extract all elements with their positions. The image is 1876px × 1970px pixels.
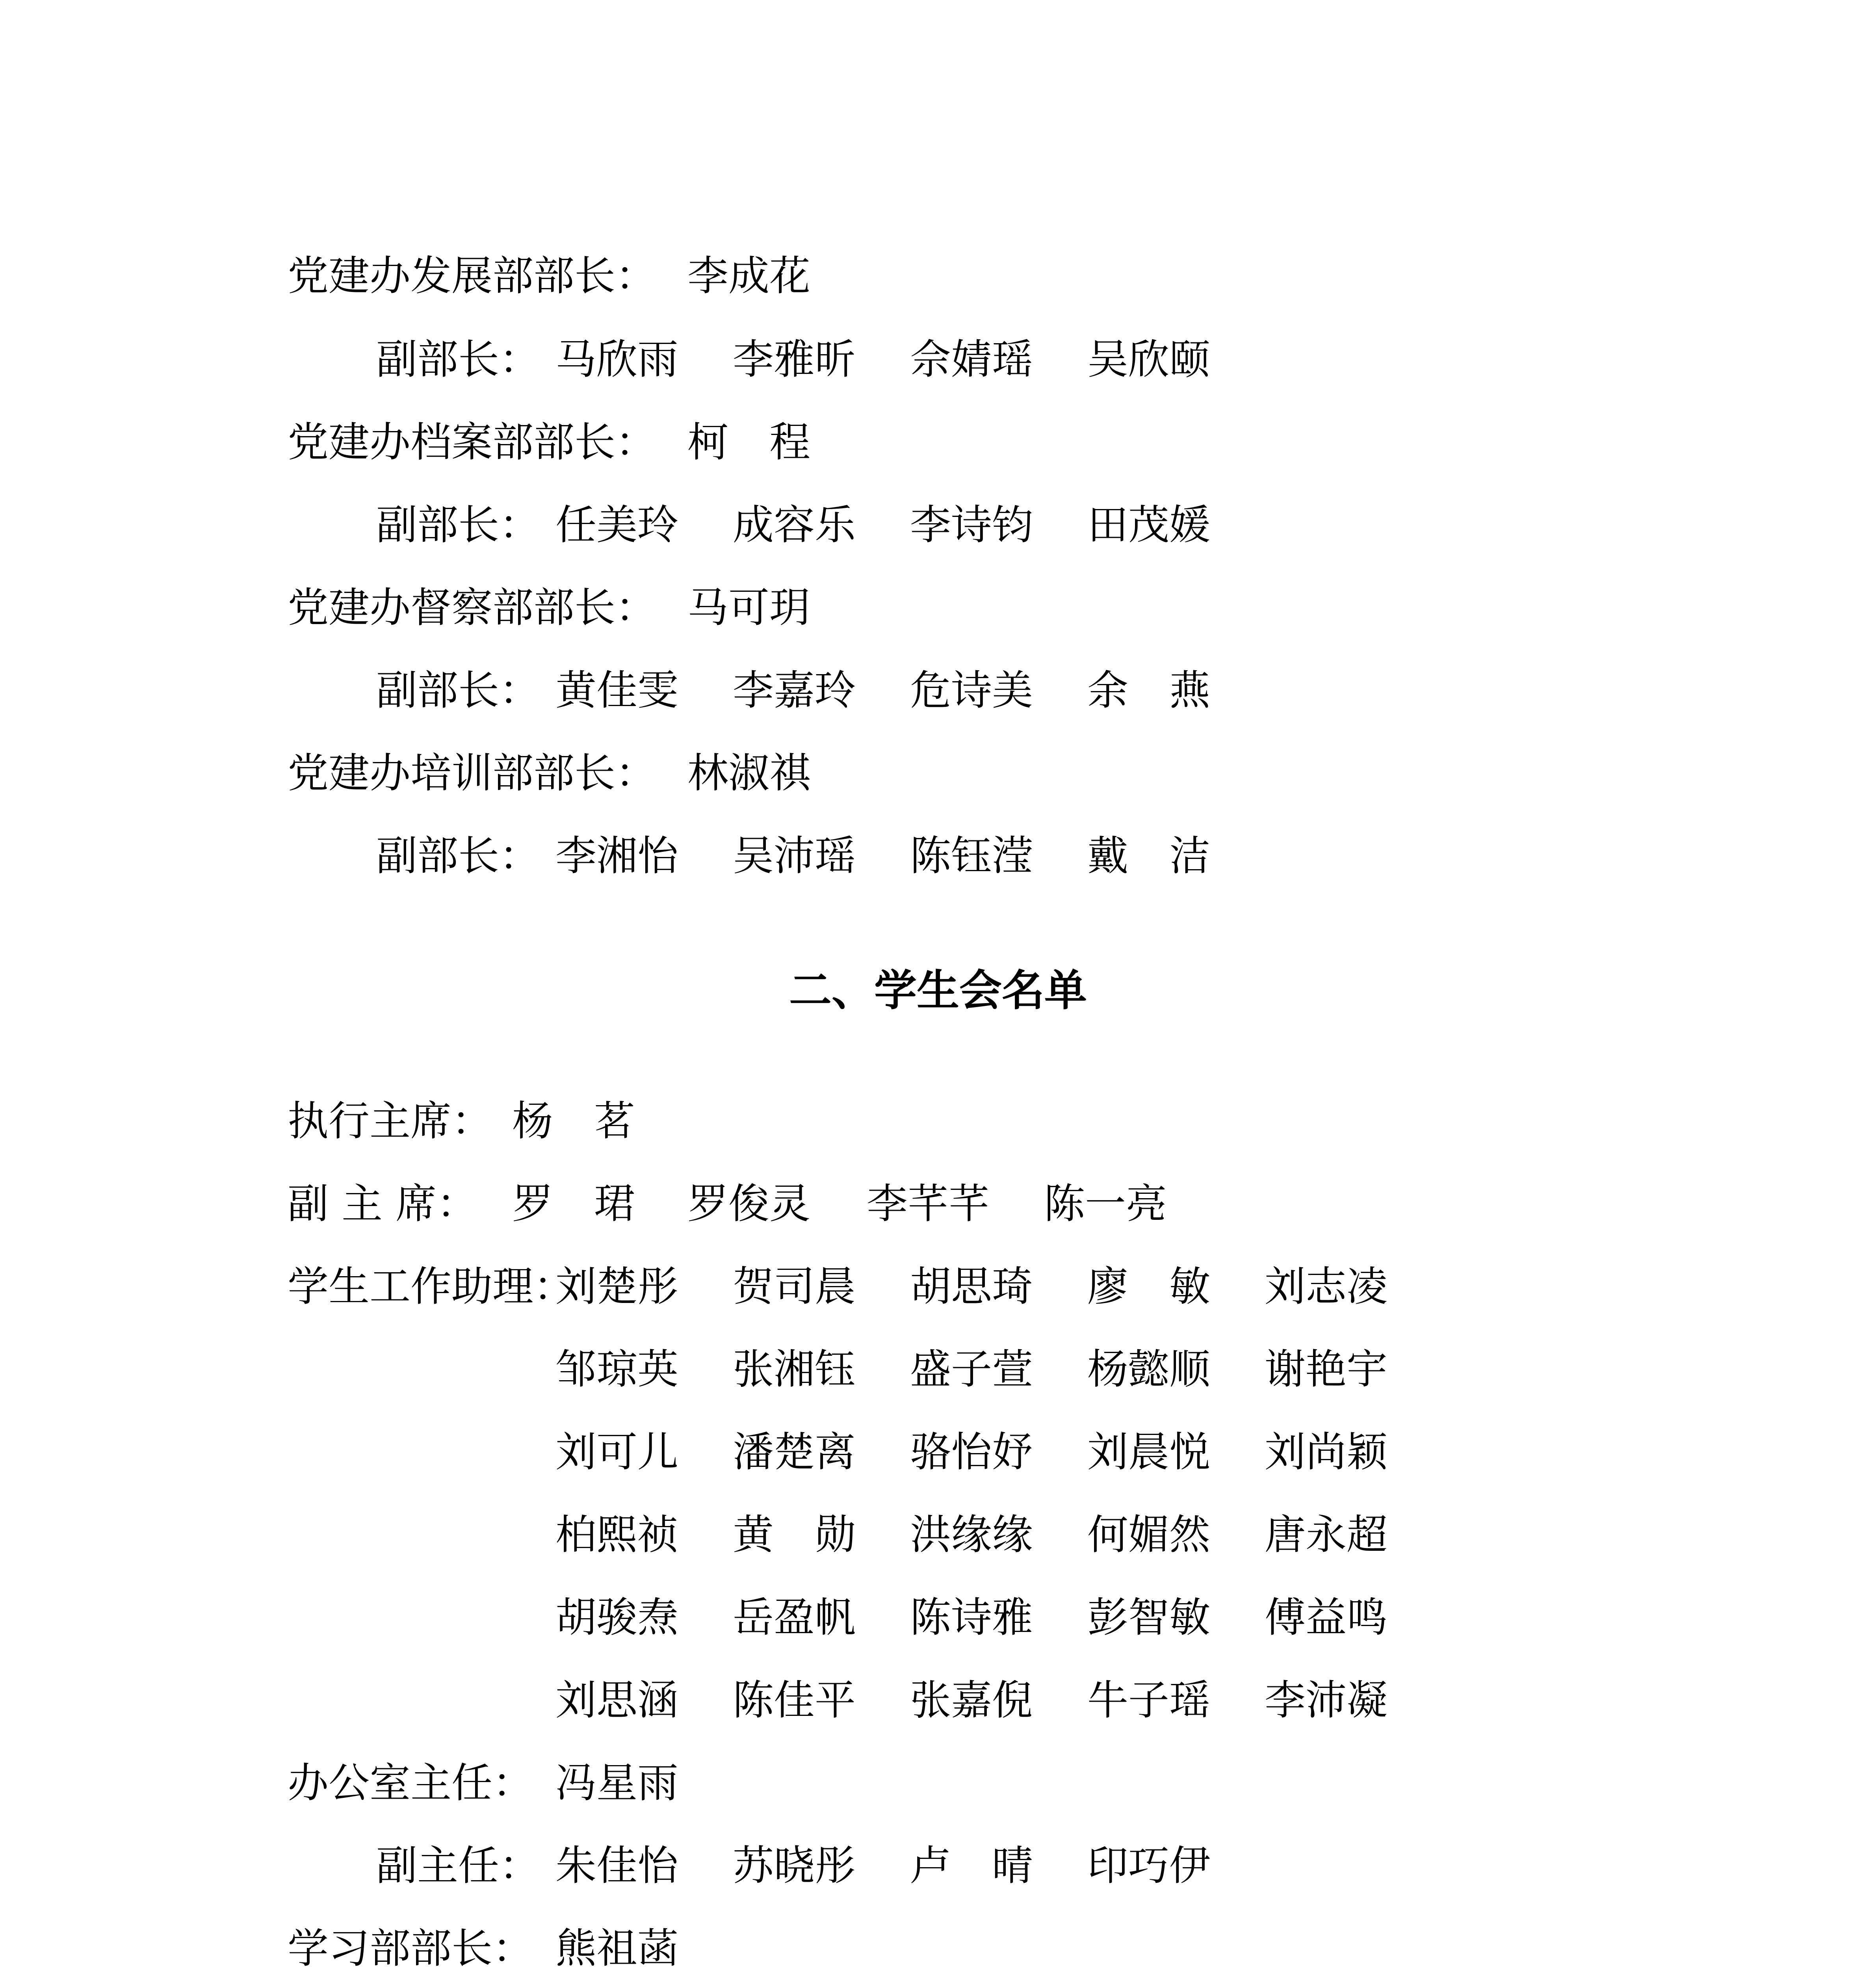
development-deputy-name: 吴欣颐: [1087, 335, 1211, 383]
training-deputy-name: 陈钰滢: [910, 832, 1033, 880]
supervision-head-name: 马可玥: [687, 584, 811, 632]
training-head-name: 林淑祺: [687, 749, 811, 797]
development-deputy-label: 副部长：: [376, 335, 541, 383]
assistant-name: 杨懿顺: [1087, 1345, 1211, 1393]
supervision-deputy-name: 李嘉玲: [733, 666, 856, 714]
assistant-name: 谢艳宇: [1265, 1345, 1388, 1393]
supervision-head-label: 党建办督察部部长：: [288, 584, 657, 632]
assistant-name: 刘尚颖: [1265, 1428, 1388, 1476]
assistant-name: 张嘉倪: [910, 1676, 1033, 1724]
study-head-label: 学习部部长：: [288, 1924, 534, 1970]
assistant-name: 邹琼英: [555, 1345, 679, 1393]
assistants-label: 学生工作助理：: [288, 1262, 575, 1310]
assistant-name: 柏熙祯: [555, 1511, 679, 1559]
training-deputy-name: 戴 洁: [1087, 832, 1211, 880]
vice-chairs-label: 副 主 席：: [288, 1180, 478, 1228]
archives-head-label: 党建办档案部部长：: [288, 418, 657, 466]
assistant-name: 刘志凌: [1265, 1262, 1388, 1310]
training-deputy-name: 吴沛瑶: [733, 832, 856, 880]
assistant-name: 骆怡妤: [910, 1428, 1033, 1476]
assistant-name: 彭智敏: [1087, 1593, 1211, 1641]
archives-head-name: 柯 程: [687, 418, 811, 466]
training-deputy-label: 副部长：: [376, 832, 541, 880]
assistant-name: 李沛凝: [1265, 1676, 1388, 1724]
assistant-name: 廖 敏: [1087, 1262, 1211, 1310]
assistant-name: 刘晨悦: [1087, 1428, 1211, 1476]
supervision-deputy-name: 黄佳雯: [555, 666, 679, 714]
assistant-name: 洪缘缘: [910, 1511, 1033, 1559]
assistant-name: 盛子萱: [910, 1345, 1033, 1393]
archives-deputy-name: 成容乐: [733, 501, 856, 549]
vice-chair-name: 李芊芊: [867, 1180, 990, 1228]
archives-deputy-name: 任美玲: [555, 501, 679, 549]
assistant-name: 胡骏焘: [555, 1593, 679, 1641]
executive-chair-name: 杨 茗: [512, 1097, 635, 1145]
assistant-name: 傅益鸣: [1265, 1593, 1388, 1641]
assistant-name: 胡思琦: [910, 1262, 1033, 1310]
assistant-name: 潘楚离: [733, 1428, 856, 1476]
assistant-name: 岳盈帆: [733, 1593, 856, 1641]
assistant-name: 陈诗雅: [910, 1593, 1033, 1641]
vice-chair-name: 罗俊灵: [687, 1180, 811, 1228]
training-deputy-name: 李湘怡: [555, 832, 679, 880]
executive-chair-label: 执行主席：: [288, 1097, 493, 1145]
archives-deputy-name: 李诗钧: [910, 501, 1033, 549]
office-head-label: 办公室主任：: [288, 1759, 534, 1807]
vice-chair-name: 罗 珺: [512, 1180, 635, 1228]
assistant-name: 刘楚彤: [555, 1262, 679, 1310]
development-head-label: 党建办发展部部长：: [288, 252, 657, 300]
vice-chair-name: 陈一亮: [1044, 1180, 1167, 1228]
office-deputy-label: 副主任：: [376, 1842, 541, 1890]
assistant-name: 贺司晨: [733, 1262, 856, 1310]
section-title: 二、学生会名单: [789, 966, 1087, 1015]
assistant-name: 刘思涵: [555, 1676, 679, 1724]
assistant-name: 张湘钰: [733, 1345, 856, 1393]
study-head-name: 熊祖菡: [555, 1924, 679, 1970]
supervision-deputy-name: 危诗美: [910, 666, 1033, 714]
archives-deputy-label: 副部长：: [376, 501, 541, 549]
development-deputy-name: 马欣雨: [555, 335, 679, 383]
office-deputy-name: 朱佳怡: [555, 1842, 679, 1890]
archives-deputy-name: 田茂媛: [1087, 501, 1211, 549]
development-head-name: 李成花: [687, 252, 811, 300]
assistant-name: 刘可儿: [555, 1428, 679, 1476]
development-deputy-name: 佘婧瑶: [910, 335, 1033, 383]
office-deputy-name: 印巧伊: [1087, 1842, 1211, 1890]
office-deputy-name: 卢 晴: [910, 1842, 1033, 1890]
office-head-name: 冯星雨: [555, 1759, 679, 1807]
supervision-deputy-label: 副部长：: [376, 666, 541, 714]
assistant-name: 牛子瑶: [1087, 1676, 1211, 1724]
assistant-name: 唐永超: [1265, 1511, 1388, 1559]
development-deputy-name: 李雅昕: [733, 335, 856, 383]
supervision-deputy-name: 余 燕: [1087, 666, 1211, 714]
training-head-label: 党建办培训部部长：: [288, 749, 657, 797]
assistant-name: 何媚然: [1087, 1511, 1211, 1559]
office-deputy-name: 苏晓彤: [733, 1842, 856, 1890]
assistant-name: 陈佳平: [733, 1676, 856, 1724]
assistant-name: 黄 勋: [733, 1511, 856, 1559]
